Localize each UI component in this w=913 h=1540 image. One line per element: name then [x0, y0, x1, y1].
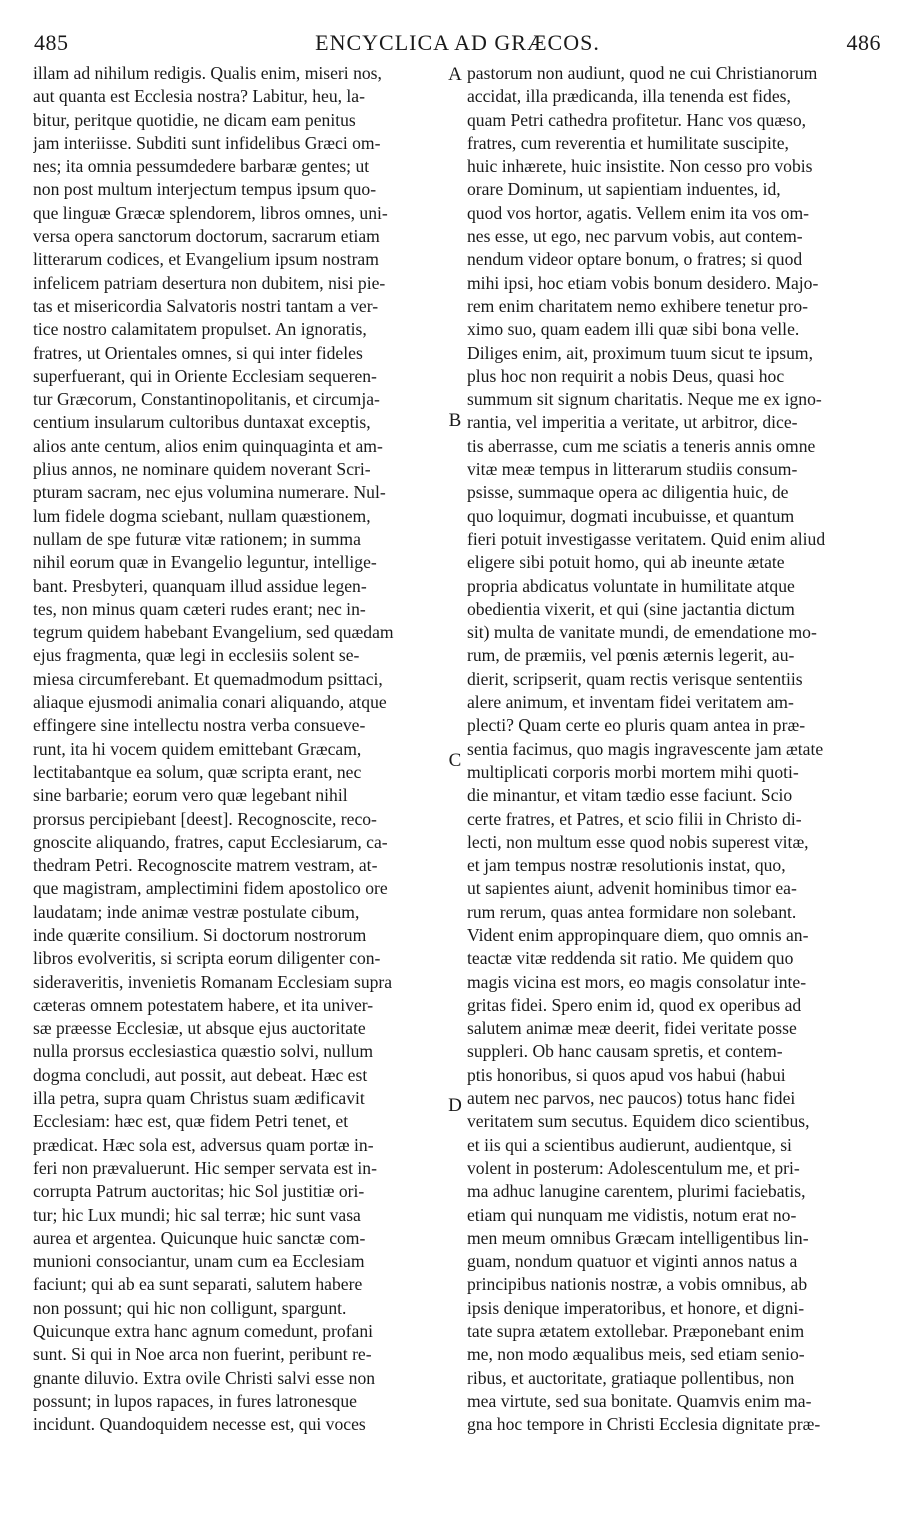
text-line: jam interiisse. Subditi sunt infidelibus Græci om-	[33, 132, 381, 153]
text-line: certe fratres, et Patres, et scio filii in Christo di-	[467, 808, 802, 829]
text-line: possunt; in lupos rapaces, in fures latronesque	[33, 1390, 357, 1411]
text-line: teactæ vitæ reddenda sit ratio. Me quidem quo	[467, 948, 794, 969]
text-line: tes, non minus quam cæteri rudes erant; nec in-	[33, 598, 366, 619]
text-line: quam Petri cathedra profitetur. Hanc vos quæso,	[467, 109, 807, 130]
text-line: men meum omnibus Græcam intelligentibus lin-	[467, 1227, 809, 1248]
column-marker-c: C	[448, 750, 462, 771]
text-line: illa petra, supra quam Christus suam ædificavit	[33, 1088, 365, 1109]
text-line: plus hoc non requirit a nobis Deus, quasi hoc	[467, 365, 785, 386]
text-line: principibus nationis nostræ, a vobis omnibus, ab	[467, 1274, 808, 1295]
text-line: incidunt. Quandoquidem necesse est, qui voces	[33, 1414, 366, 1435]
text-line: accidat, illa prædicanda, illa tenenda est fides,	[467, 86, 791, 107]
text-line: corrupta Patrum auctoritas; hic Sol justitiæ ori-	[33, 1181, 365, 1202]
text-line: thedram Petri. Recognoscite matrem vestram, at-	[33, 855, 378, 876]
text-line: plecti? Quam certe eo pluris quam antea in præ-	[467, 715, 806, 736]
left-column	[33, 62, 443, 1437]
text-line: fratres, ut Orientales omnes, si qui inter fideles	[33, 342, 363, 363]
text-line: non post multum interjectum tempus ipsum quo-	[33, 179, 377, 200]
text-line: dierit, scripserit, quam rectis verisque sententiis	[467, 668, 803, 689]
text-line: sit) multa de vanitate mundi, de emendatione mo-	[467, 622, 817, 643]
text-line: die minantur, et vitam tædio esse faciunt. Scio	[467, 785, 793, 806]
text-line: ma adhuc lanugine carentem, plurimi faciebatis,	[467, 1181, 806, 1202]
text-line: libros evolveritis, si scripta eorum diligenter con-	[33, 948, 381, 969]
text-line: gritas fidei. Spero enim id, quod ex operibus ad	[467, 994, 802, 1015]
text-line: autem nec parvos, nec paucos) totus hanc fidei	[467, 1088, 796, 1109]
text-line: nes esse, ut ego, nec parvum vobis, aut contem-	[467, 226, 803, 247]
text-line: Vident enim appropinquare diem, quo omnis an-	[467, 924, 809, 945]
text-line: tice nostro calamitatem propulset. An ignoratis,	[33, 319, 367, 340]
text-line: vitæ meæ tempus in litterarum studiis consum-	[467, 459, 798, 480]
text-line: sine barbarie; eorum vero quæ legebant nihil	[33, 785, 348, 806]
text-line: tegrum quidem habebant Evangelium, sed quædam	[33, 622, 394, 643]
text-line: bant. Presbyteri, quanquam illud assidue legen-	[33, 575, 367, 596]
text-line: alios ante centum, alios enim quinquaginta et am-	[33, 435, 383, 456]
text-line: rem enim charitatem nemo exhibere tenetur pro-	[467, 295, 808, 316]
text-line: nendum videor optare bonum, o fratres; si quod	[467, 249, 803, 270]
text-line: gnante diluvio. Extra ovile Christi salvi esse non	[33, 1367, 376, 1388]
text-line: sunt. Si qui in Noe arca non fuerint, peribunt re-	[33, 1344, 372, 1365]
text-line: multiplicati corporis morbi mortem mihi quoti-	[467, 761, 799, 782]
text-line: que linguæ Græcæ splendorem, libros omnes, uni-	[33, 202, 388, 223]
text-line: ut sapientes aiunt, advenit hominibus timor ea-	[467, 878, 797, 899]
text-line: prædicat. Hæc sola est, adversus quam portæ in-	[33, 1134, 374, 1155]
text-line: Ecclesiam: hæc est, quæ fidem Petri tenet, et	[33, 1111, 349, 1132]
text-line: mihi ipsi, hoc etiam vobis bonum desidero. Majo-	[467, 272, 819, 293]
text-line: tur; hic Lux mundi; hic sal terræ; hic sunt vasa	[33, 1204, 361, 1225]
text-line: magis vicina est mors, eo magis consolatur inte-	[467, 971, 807, 992]
text-line: veritatem sum secutus. Equidem dico scientibus,	[467, 1111, 810, 1132]
text-line: alere animum, et inventam fidei veritatem am-	[467, 692, 794, 713]
text-line: mea virtute, sed sua bonitate. Quamvis enim ma-	[467, 1390, 812, 1411]
text-line: munioni consociantur, unam cum ea Ecclesiam	[33, 1251, 365, 1272]
text-line: aliaque ejusmodi animalia conari aliquando, atque	[33, 692, 387, 713]
text-line: ribus, et auctoritate, gratiaque pollentibus, non	[467, 1367, 795, 1388]
text-line: effingere sine intellectu nostra verba consueve-	[33, 715, 366, 736]
text-line: lecti, non multum esse quod nobis superest vitæ,	[467, 831, 809, 852]
column-marker-b: B	[448, 410, 462, 431]
text-line: sideraveritis, invenietis Romanam Ecclesiam supra	[33, 971, 393, 992]
text-line: litterarum codices, et Evangelium ipsum nostram	[33, 249, 379, 270]
text-line: sæ præesse Ecclesiæ, ut absque ejus auctoritate	[33, 1018, 366, 1039]
text-line: tur Græcorum, Constantinopolitanis, et circumja-	[33, 389, 380, 410]
text-line: que magistram, amplectimini fidem apostolico ore	[33, 878, 388, 899]
running-header	[30, 30, 885, 62]
text-line: etiam qui nunquam me vidistis, notum erat no-	[467, 1204, 797, 1225]
text-line: orare Dominum, ut sapientiam induentes, id,	[467, 179, 781, 200]
page-number-right: 486	[846, 30, 881, 55]
text-line: aurea et argentea. Quicunque huic sanctæ com-	[33, 1227, 366, 1248]
text-line: rantia, vel imperitia a veritate, ut arbitror, dice-	[467, 412, 798, 433]
text-line: volent in posterum: Adolescentulum me, et pri-	[467, 1157, 800, 1178]
text-line: rum, de præmiis, vel pœnis æternis legerit, au-	[467, 645, 795, 666]
text-line: bitur, peritque quotidie, ne dicam eam penitus	[33, 109, 356, 130]
text-line: Quicunque extra hanc agnum comedunt, profani	[33, 1321, 374, 1342]
text-line: ptis honoribus, si quos apud vos habui (habui	[467, 1064, 786, 1085]
text-line: pastorum non audiunt, quod ne cui Christianorum	[467, 63, 818, 83]
text-line: fieri potuit investigasse veritatem. Quid enim aliud	[467, 528, 826, 549]
running-title: ENCYCLICA AD GRÆCOS.	[315, 30, 600, 55]
text-line: lectitabantque ea solum, quæ scripta erant, nec	[33, 761, 362, 782]
text-line: fratres, cum reverentia et humilitate suscipite,	[467, 132, 789, 153]
text-line: pturam sacram, nec ejus volumina numerare. Nul-	[33, 482, 386, 503]
text-line: non possunt; qui hic non colligunt, spargunt.	[33, 1297, 347, 1318]
text-line: gnoscite aliquando, fratres, caput Ecclesiarum, ca-	[33, 831, 388, 852]
text-line: gna hoc tempore in Christi Ecclesia dignitate præ-	[467, 1414, 821, 1435]
text-line: runt, ita hi vocem quidem emittebant Græcam,	[33, 738, 362, 759]
text-line: me, non modo æqualibus meis, sed etiam senio-	[467, 1344, 805, 1365]
text-line: guam, nondum quatuor et viginti annos natus a	[467, 1251, 798, 1272]
text-line: ximo suo, quam eadem illi quæ sibi bona velle.	[467, 319, 800, 340]
text-line: huic inhærete, huic insistite. Non cesso pro vobis	[467, 156, 813, 177]
text-line: et jam tempus nostræ resolutionis instat, quo,	[467, 855, 786, 876]
text-line: superfuerant, qui in Oriente Ecclesiam sequeren-	[33, 365, 377, 386]
text-line: inde quærite consilium. Si doctorum nostrorum	[33, 924, 367, 945]
text-line: centium insularum cultoribus duntaxat exceptis,	[33, 412, 371, 433]
text-line: summum sit signum charitatis. Neque me ex igno-	[467, 389, 822, 410]
text-line: psisse, summaque opera ac diligentia huic, de	[467, 482, 789, 503]
text-line: tate supra ætatem extollebar. Præponebant enim	[467, 1321, 805, 1342]
text-line: cæteras omnem potestatem habere, et ita univer-	[33, 994, 374, 1015]
text-line: Diliges enim, ait, proximum tuum sicut te ipsum,	[467, 342, 813, 363]
text-line: faciunt; qui ab ea sunt separati, salutem habere	[33, 1274, 363, 1295]
text-line: laudatam; inde animæ vestræ postulate cibum,	[33, 901, 360, 922]
text-line: plius annos, ne nominare quidem noverant Scri-	[33, 459, 371, 480]
text-line: illam ad nihilum redigis. Qualis enim, miseri nos,	[33, 63, 382, 83]
text-line: obedientia vixerit, et qui (sine jactantia dictum	[467, 598, 795, 619]
text-line: nes; ita omnia pessumdedere barbaræ gentes; ut	[33, 156, 370, 177]
text-line: rum rerum, quas antea formidare non solebant.	[467, 901, 797, 922]
text-line: eligere sibi potuit homo, qui ab ineunte ætate	[467, 552, 785, 573]
text-line: salutem animæ meæ deerit, fidei veritate posse	[467, 1018, 797, 1039]
text-line: versa opera sanctorum doctorum, sacrarum etiam	[33, 226, 380, 247]
text-line: quo loquimur, dogmati incubuisse, et quantum	[467, 505, 795, 526]
text-line: dogma concludi, aut possit, aut debeat. Hæc est	[33, 1064, 368, 1085]
right-column	[467, 62, 879, 1437]
text-line: infelicem patriam desertura non dubitem, nisi pie-	[33, 272, 386, 293]
text-line: nihil eorum quæ in Evangelio leguntur, intellige-	[33, 552, 377, 573]
text-line: ipsis denique imperatoribus, et honore, et digni-	[467, 1297, 805, 1318]
text-line: nullam de spe futuræ vitæ rationem; in summa	[33, 528, 361, 549]
text-line: prorsus percipiebant [deest]. Recognoscite, reco-	[33, 808, 377, 829]
column-marker-d: D	[448, 1095, 462, 1116]
text-line: ejus fragmenta, quæ legi in ecclesiis solent se-	[33, 645, 360, 666]
text-line: suppleri. Ob hanc causam spretis, et contem-	[467, 1041, 783, 1062]
column-marker-a: A	[448, 64, 462, 85]
text-line: propria abdicatus voluntate in humilitate atque	[467, 575, 795, 596]
text-line: sentia facimus, quo magis ingravescente jam ætate	[467, 738, 824, 759]
text-line: nulla prorsus ecclesiastica quæstio solvi, nullum	[33, 1041, 374, 1062]
text-line: feri non prævaluerunt. Hic semper servata est in-	[33, 1157, 377, 1178]
text-line: tis aberrasse, cum me sciatis a teneris annis omne	[467, 435, 816, 456]
text-line: miesa circumferebant. Et quemadmodum psittaci,	[33, 668, 383, 689]
text-line: aut quanta est Ecclesia nostra? Labitur, heu, la-	[33, 86, 365, 107]
page-number-left: 485	[34, 30, 69, 55]
text-line: et iis qui a scientibus audierunt, audientque, si	[467, 1134, 792, 1155]
text-line: lum fidele dogma sciebant, nullam quæstionem,	[33, 505, 371, 526]
text-line: quod vos hortor, agatis. Vellem enim ita vos om-	[467, 202, 810, 223]
text-line: tas et misericordia Salvatoris nostri tantam a ver-	[33, 295, 379, 316]
